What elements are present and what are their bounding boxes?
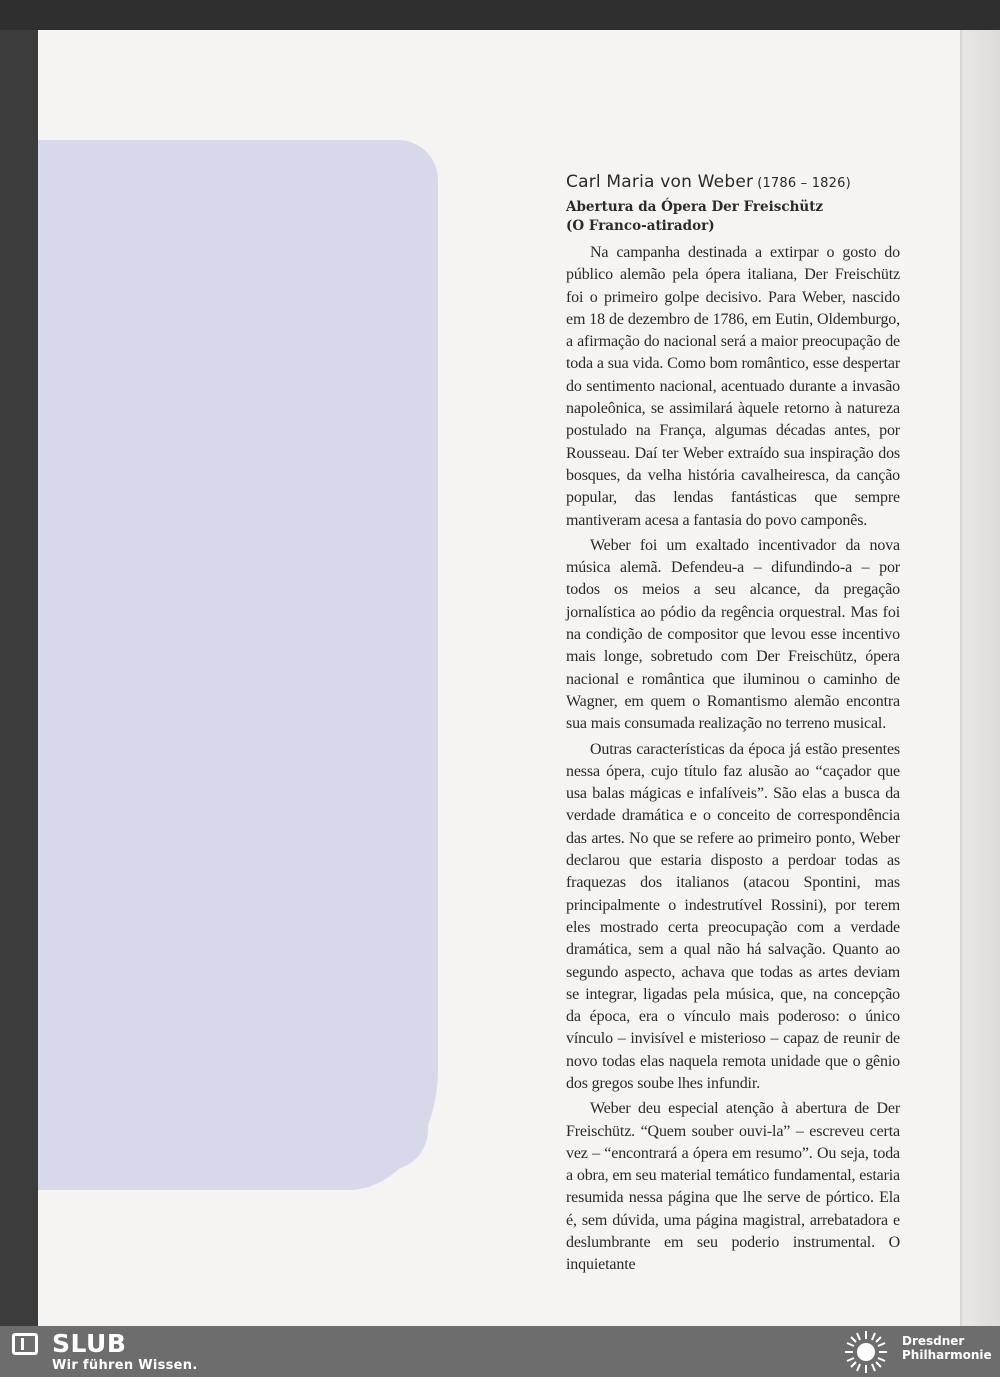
lavender-wash-edge (368, 390, 428, 1170)
library-name[interactable]: SLUB (52, 1329, 127, 1358)
work-title-line2: (O Franco-atirador) (566, 218, 715, 234)
composer-years: (1786 – 1826) (757, 176, 851, 191)
paragraph: Weber foi um exaltado incentivador da nova música alemã. Defendeu-a – difundindo-a – por todos os meios a seu alcance, da pregação jornalística ao pódio da regência orquestral. Mas foi na condição de compositor que levou esse incentivo mais longe, sobretudo com Der Freischütz, ópera nacional e romântica que iluminou o caminho de Wagner, em quem o Romantismo alemão encontra sua mais consumada realização no terreno musical. (566, 536, 900, 733)
partner-name[interactable] (902, 1334, 992, 1362)
scanned-page (38, 30, 962, 1326)
next-page-edge (962, 30, 1000, 1326)
composer-name: Carl Maria von Weber (566, 172, 754, 192)
slub-book-icon (12, 1333, 38, 1355)
work-title (566, 198, 900, 236)
philharmonie-sunburst-icon (843, 1329, 889, 1375)
partner-name-line2: Philharmonie (902, 1348, 992, 1362)
paragraph: Weber deu especial atenção à abertura de Der Freischütz. “Quem souber ouvi-la” – escreveu certa vez – “encontrará a ópera em resumo”. Ou seja, toda a obra, em seu material temático fundamental, estaria resumida nessa página que lhe serve de pórtico. Ela é, sem dúvida, uma página magistral, arrebatadora e deslumbrante em seu poderio instrumental. O inquietante (566, 1100, 900, 1274)
footer-bar (0, 1326, 1000, 1377)
paragraph: Outras características da época já estão presentes nessa ópera, cujo título faz alusão ao “caçador que usa balas mágicas e infalíveis”. São elas a busca da verdade dramática e o conceito de correspondência das artes. No que se refere ao primeiro ponto, Weber declarou que estaria disposto a perdoar todas as fraquezas dos italianos (atacou Spontini, mas principalmente o indestrutível Rossini), por terem eles mostrado certa preocupação com a verdade dramática, sem a qual não há salvação. Quanto ao segundo aspecto, achava que todas as artes deviam se integrar, ligadas pela música, que, na concepção da época, era o vínculo mais poderoso: o único vínculo – invisível e misterioso – capaz de reunir de novo todas elas naquela remota unidade que o gênio dos gregos soube lhes infundir. (566, 740, 900, 1092)
viewer-top-band (0, 0, 1000, 30)
paragraph: Na campanha destinada a extirpar o gosto do público alemão pela ópera italiana, Der Freischütz foi o primeiro golpe decisivo. Para Weber, nascido em 18 de dezembro de 1786, em Eutin, Oldemburgo, a afirmação do nacional será a maior preocupação de toda a sua vida. Como bom romântico, esse despertar do sentimento nacional, acentuado durante a invasão napoleônica, se assimilará àquele retorno à natureza postulado na França, algumas décadas antes, por Rousseau. Daí ter Weber extraído sua inspiração dos bosques, da velha história cavalheiresca, da canção popular, das lendas fantásticas que sempre mantiveram acesa a fantasia do povo camponês. (566, 244, 900, 529)
partner-name-line1: Dresdner (902, 1334, 965, 1348)
article-column (566, 172, 900, 1280)
work-title-line1: Abertura da Ópera Der Freischütz (566, 199, 824, 215)
library-tagline: Wir führen Wissen. (52, 1358, 198, 1373)
composer-heading (566, 172, 900, 192)
